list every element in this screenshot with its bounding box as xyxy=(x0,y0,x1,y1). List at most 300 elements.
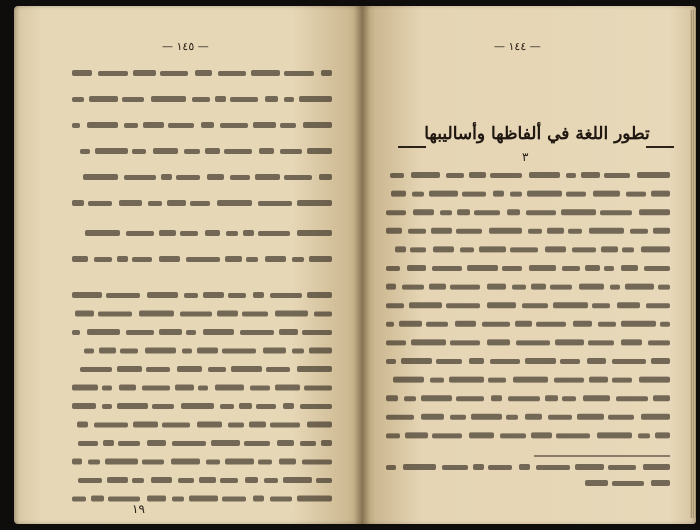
left-page-text-line xyxy=(94,257,112,262)
left-page-text-line xyxy=(297,230,332,236)
left-page-text-line xyxy=(230,175,250,180)
right-page-text-line xyxy=(639,209,670,215)
right-page-text-line xyxy=(450,415,466,420)
left-page-number: — ١٤٥ — xyxy=(162,40,209,53)
right-page-text-line xyxy=(426,322,448,327)
right-page-text-line xyxy=(573,321,592,327)
left-page-text-line xyxy=(172,497,184,502)
right-page-text-line xyxy=(407,265,426,271)
left-page-text-line xyxy=(72,330,80,335)
left-page-text-line xyxy=(292,349,304,354)
left-page-text-line xyxy=(239,403,252,409)
left-page-text-line xyxy=(307,422,332,428)
right-page-text-line xyxy=(450,285,480,290)
right-page-text-line xyxy=(612,359,646,364)
left-folio-number: ١٩ xyxy=(132,502,145,516)
left-page-text-line xyxy=(302,460,332,465)
left-page-text-line xyxy=(182,349,192,354)
left-page-text-line xyxy=(178,478,194,483)
left-page-text-line xyxy=(146,367,170,372)
right-page-text-line xyxy=(612,378,632,383)
left-page-text-line xyxy=(98,312,132,317)
right-page-text-line xyxy=(431,228,452,234)
left-page-text-line xyxy=(224,149,252,154)
right-page-text-line xyxy=(617,302,640,308)
right-page-text-line xyxy=(493,191,504,197)
left-page-text-line xyxy=(167,200,186,206)
left-page-text-line xyxy=(211,440,240,446)
left-page-text-line xyxy=(309,256,332,262)
footnote-text-line xyxy=(403,464,436,470)
right-page-text-line xyxy=(432,266,462,271)
right-page-text-line xyxy=(598,322,616,327)
right-page-text-line xyxy=(566,173,576,178)
right-page-text-line xyxy=(600,210,632,215)
body-text-lines xyxy=(14,6,696,524)
left-page-text-line xyxy=(207,174,224,180)
right-page-text-line xyxy=(436,359,462,364)
right-page-text-line xyxy=(421,395,452,401)
left-page-text-line xyxy=(77,422,88,428)
left-page-text-line xyxy=(80,367,112,372)
left-page-text-line xyxy=(222,497,246,502)
right-page-text-line xyxy=(482,322,510,327)
left-page-text-line xyxy=(84,349,94,354)
right-page-text-line xyxy=(597,432,632,438)
left-page-text-line xyxy=(159,230,176,236)
left-page-text-line xyxy=(280,123,296,128)
right-page-text-line xyxy=(536,322,566,327)
footnote-text-line xyxy=(608,465,636,470)
left-page-text-line xyxy=(280,149,302,154)
book-spread xyxy=(14,6,696,524)
left-page-text-line xyxy=(151,477,172,483)
right-page-text-line xyxy=(644,266,670,271)
footnote-text-line xyxy=(536,465,570,470)
left-page-text-line xyxy=(142,460,164,465)
right-page-text-line xyxy=(616,396,648,401)
right-page-text-line xyxy=(516,340,550,345)
left-page-text-line xyxy=(72,385,98,391)
right-page-text-line xyxy=(655,432,670,438)
left-page-text-line xyxy=(258,460,272,465)
right-page-text-line xyxy=(646,303,670,308)
right-page-text-line xyxy=(429,284,446,290)
right-page-text-line xyxy=(433,246,454,252)
right-page-text-line xyxy=(641,246,670,252)
right-page-text-line xyxy=(390,173,404,178)
left-page-text-line xyxy=(72,97,84,102)
right-page-text-line xyxy=(513,377,548,383)
right-page-text-line xyxy=(479,246,506,252)
right-page-text-line xyxy=(651,358,670,364)
left-page-text-line xyxy=(314,312,332,317)
right-page-text-line xyxy=(456,396,484,401)
left-page-text-line xyxy=(117,256,128,262)
right-page-text-line xyxy=(402,285,424,290)
left-page-text-line xyxy=(148,201,162,206)
left-page-text-line xyxy=(151,96,186,102)
left-page-text-line xyxy=(186,257,220,262)
right-page-text-line xyxy=(421,414,444,420)
right-page-text-line xyxy=(512,285,526,290)
right-page-text-line xyxy=(460,247,474,252)
left-page-text-line xyxy=(124,175,156,180)
left-page-text-line xyxy=(177,366,202,372)
left-page-text-line xyxy=(94,423,128,428)
left-page-text-line xyxy=(197,422,222,428)
footnote-text-line xyxy=(651,480,670,486)
right-page-text-line xyxy=(653,395,670,401)
right-page-text-line xyxy=(545,395,558,401)
left-page-text-line xyxy=(258,201,292,206)
left-page-text-line xyxy=(195,70,212,76)
right-page-text-line xyxy=(589,228,624,234)
right-page-text-line xyxy=(526,210,556,215)
left-page-text-line xyxy=(299,96,332,102)
left-page-text-line xyxy=(297,200,332,206)
right-page-text-line xyxy=(502,266,522,271)
right-page-text-line xyxy=(404,396,416,401)
left-page-text-line xyxy=(283,477,312,483)
right-page-text-line xyxy=(601,246,618,252)
left-page-text-line xyxy=(119,385,136,391)
right-page-text-line xyxy=(386,433,400,438)
left-page-text-line xyxy=(279,459,296,465)
left-page-text-line xyxy=(205,230,220,236)
right-page-text-line xyxy=(455,321,476,327)
left-page-text-line xyxy=(266,367,290,372)
left-page-text-line xyxy=(87,329,120,335)
right-page-text-line xyxy=(585,265,600,271)
right-page-text-line xyxy=(469,432,494,438)
left-page-text-line xyxy=(72,459,82,465)
footnote-text-line xyxy=(612,481,644,486)
section-number: ٣ xyxy=(522,150,529,164)
right-page-text-line xyxy=(641,414,670,420)
left-page-text-line xyxy=(242,312,268,317)
right-page-text-line xyxy=(528,229,542,234)
left-page-text-line xyxy=(147,292,178,298)
left-page-text-line xyxy=(88,201,112,206)
left-page-text-line xyxy=(316,478,332,483)
left-page-text-line xyxy=(161,174,172,180)
left-page-text-line xyxy=(75,311,94,317)
left-page-text-line xyxy=(180,231,198,236)
right-page-text-line xyxy=(587,358,606,364)
left-page-text-line xyxy=(72,256,88,262)
left-page-text-line xyxy=(126,330,154,335)
left-page-text-line xyxy=(80,149,90,154)
right-page-text-line xyxy=(386,395,398,401)
left-page-text-line xyxy=(184,149,200,154)
left-page-text-line xyxy=(133,422,158,428)
right-page-text-line xyxy=(583,395,610,401)
left-page-text-line xyxy=(72,200,84,206)
left-page-text-line xyxy=(245,477,258,483)
footnote-text-line xyxy=(442,465,468,470)
left-page-text-line xyxy=(72,123,80,128)
left-page-text-line xyxy=(147,440,166,446)
right-page-text-line xyxy=(560,359,580,364)
left-page-text-line xyxy=(321,440,332,446)
left-page-text-line xyxy=(72,497,86,502)
left-page-text-line xyxy=(83,174,118,180)
right-page-text-line xyxy=(555,339,584,345)
left-page-text-line xyxy=(259,148,274,154)
right-page-text-line xyxy=(432,433,462,438)
right-page-text-line xyxy=(450,340,480,345)
left-page-text-line xyxy=(89,96,118,102)
left-page-text-line xyxy=(220,404,234,409)
right-page-text-line xyxy=(639,377,670,383)
left-page-text-line xyxy=(203,292,224,298)
right-page-text-line xyxy=(604,266,614,271)
right-page-text-line xyxy=(621,339,642,345)
left-page-text-line xyxy=(139,311,174,317)
left-page-text-line xyxy=(321,70,332,76)
right-page-text-line xyxy=(554,378,584,383)
right-page-text-line xyxy=(566,192,586,197)
left-page-text-line xyxy=(220,478,238,483)
left-page-text-line xyxy=(258,231,290,236)
right-page-text-line xyxy=(630,229,648,234)
right-page-text-line xyxy=(621,265,638,271)
left-page-text-line xyxy=(99,348,116,354)
right-page-text-line xyxy=(386,340,406,345)
left-page-text-line xyxy=(198,386,208,391)
left-page-text-line xyxy=(309,348,332,354)
left-page-text-line xyxy=(283,403,294,409)
left-page-text-line xyxy=(176,175,200,180)
left-page-text-line xyxy=(275,311,308,317)
right-page-text-line xyxy=(474,210,500,215)
right-page-text-line xyxy=(550,285,572,290)
left-page-text-line xyxy=(243,230,254,236)
right-page-text-line xyxy=(410,247,426,252)
right-page-text-line xyxy=(487,302,516,308)
footnote-text-line xyxy=(473,464,484,470)
right-page-text-line xyxy=(386,210,406,215)
left-page-text-line xyxy=(284,97,294,102)
footnote-text-line xyxy=(488,465,512,470)
right-page-text-line xyxy=(488,378,506,383)
right-page-text-line xyxy=(610,285,620,290)
right-page-text-line xyxy=(660,322,670,327)
footnote-text-line xyxy=(585,480,608,486)
left-page-text-line xyxy=(246,257,258,262)
left-page-text-line xyxy=(205,148,220,154)
right-page-text-line xyxy=(408,229,426,234)
right-page-text-line xyxy=(525,414,542,420)
left-page-text-line xyxy=(142,386,170,391)
right-page-text-line xyxy=(638,433,650,438)
left-page-text-line xyxy=(159,256,180,262)
left-page-text-line xyxy=(118,441,140,446)
right-page-text-line xyxy=(411,172,440,178)
left-page-text-line xyxy=(244,441,270,446)
right-page-text-line xyxy=(469,172,486,178)
left-page-text-line xyxy=(132,257,152,262)
left-page-text-line xyxy=(78,441,98,446)
left-page-text-line xyxy=(265,96,278,102)
footnote-text-line xyxy=(643,464,670,470)
right-page-text-line xyxy=(548,415,572,420)
left-page-text-line xyxy=(297,366,332,372)
left-page-text-line xyxy=(225,256,242,262)
left-page-text-line xyxy=(284,71,314,76)
right-page-text-line xyxy=(386,284,396,290)
left-page-text-line xyxy=(250,386,270,391)
right-page-text-line xyxy=(529,172,560,178)
left-page-text-line xyxy=(120,349,138,354)
right-page-text-line xyxy=(553,302,588,308)
left-page-text-line xyxy=(168,123,194,128)
footnote-text-line xyxy=(575,464,604,470)
right-page-text-line xyxy=(467,265,498,271)
right-page-text-line xyxy=(500,433,526,438)
left-page-text-line xyxy=(159,329,182,335)
left-page-text-line xyxy=(255,174,280,180)
left-page-text-line xyxy=(215,96,226,102)
left-page-text-line xyxy=(253,496,264,502)
right-page-text-line xyxy=(386,322,394,327)
right-page-text-line xyxy=(658,285,670,290)
left-page-text-line xyxy=(126,231,154,236)
left-page-text-line xyxy=(190,201,210,206)
right-page-text-line xyxy=(386,228,402,234)
right-page-text-line xyxy=(399,321,422,327)
left-page-text-line xyxy=(228,423,244,428)
left-page-text-line xyxy=(218,71,246,76)
left-page-text-line xyxy=(91,496,104,502)
right-page-text-line xyxy=(491,395,502,401)
left-page-text-line xyxy=(297,496,332,502)
left-page-text-line xyxy=(304,386,332,391)
left-page-text-line xyxy=(117,366,142,372)
left-page-text-line xyxy=(222,349,256,354)
right-page-text-line xyxy=(604,173,630,178)
left-page-text-line xyxy=(264,478,278,483)
right-page-text-line xyxy=(508,396,540,401)
right-page-text-line xyxy=(405,432,428,438)
left-page-text-line xyxy=(199,477,216,483)
left-page-text-line xyxy=(270,293,302,298)
left-page-text-line xyxy=(270,497,292,502)
left-page-text-line xyxy=(228,293,246,298)
left-page-text-line xyxy=(300,404,332,409)
right-page-text-line xyxy=(562,396,576,401)
left-page-text-line xyxy=(186,330,196,335)
right-page-text-line xyxy=(471,414,502,420)
left-page-text-line xyxy=(175,385,194,391)
left-page-text-line xyxy=(201,122,214,128)
right-page-text-line xyxy=(411,339,446,345)
right-page-text-line xyxy=(593,191,620,197)
footnote-text-line xyxy=(386,465,396,470)
right-page-text-line xyxy=(395,246,406,252)
right-page-text-line xyxy=(413,209,434,215)
left-page-text-line xyxy=(292,257,304,262)
left-page-text-line xyxy=(102,404,112,409)
left-page-text-line xyxy=(87,122,118,128)
left-page-text-line xyxy=(162,423,190,428)
left-page-text-line xyxy=(143,122,164,128)
right-page-text-line xyxy=(625,284,654,290)
right-page-text-line xyxy=(510,192,522,197)
left-page-text-line xyxy=(300,441,316,446)
right-page-text-line xyxy=(457,209,470,215)
left-page-text-line xyxy=(124,123,138,128)
left-page-text-line xyxy=(181,403,214,409)
left-page-text-line xyxy=(160,71,188,76)
left-page-text-line xyxy=(226,231,238,236)
left-page-text-line xyxy=(270,423,300,428)
left-page-text-line xyxy=(102,386,112,391)
left-page-text-line xyxy=(253,122,276,128)
left-page-text-line xyxy=(152,404,174,409)
left-page-text-line xyxy=(251,70,280,76)
right-page-text-line xyxy=(608,415,634,420)
right-page-text-line xyxy=(653,228,670,234)
right-page-text-line xyxy=(449,377,484,383)
left-page-text-line xyxy=(253,292,264,298)
right-page-text-line xyxy=(510,247,538,252)
left-page-text-line xyxy=(171,459,200,465)
left-page-text-line xyxy=(117,403,148,409)
left-page-text-line xyxy=(231,366,262,372)
left-page-text-line xyxy=(78,478,102,483)
right-page-text-line xyxy=(462,192,486,197)
right-page-text-line xyxy=(572,247,596,252)
right-page-text-line xyxy=(581,172,600,178)
left-page-text-line xyxy=(263,348,286,354)
right-page-text-line xyxy=(589,377,608,383)
left-page-text-line xyxy=(319,174,332,180)
left-page-text-line xyxy=(256,404,276,409)
left-page-text-line xyxy=(279,329,298,335)
right-page-text-line xyxy=(529,265,556,271)
right-page-text-line xyxy=(622,247,634,252)
right-page-text-line xyxy=(401,358,432,364)
right-page-text-line xyxy=(592,303,610,308)
left-page-text-line xyxy=(145,348,176,354)
left-page-text-line xyxy=(119,200,142,206)
right-page-text-line xyxy=(412,192,424,197)
right-page-text-line xyxy=(391,191,406,197)
left-page-text-line xyxy=(172,441,206,446)
right-page-text-line xyxy=(527,191,562,197)
left-page-text-line xyxy=(88,460,100,465)
left-page-text-line xyxy=(85,230,120,236)
left-page-text-line xyxy=(206,460,220,465)
left-page-text-line xyxy=(208,367,226,372)
left-page-text-line xyxy=(189,496,218,502)
right-page-text-line xyxy=(545,246,566,252)
right-page-text-line xyxy=(568,229,582,234)
right-page-text-line xyxy=(556,433,590,438)
title-rule-left xyxy=(398,146,426,148)
left-page-text-line xyxy=(240,330,274,335)
right-page-text-line xyxy=(626,192,646,197)
right-page-text-line xyxy=(429,191,458,197)
left-page-text-line xyxy=(265,256,286,262)
right-page-number: — ١٤٤ — xyxy=(494,40,541,53)
right-page-text-line xyxy=(522,303,548,308)
right-page-text-line xyxy=(456,229,482,234)
right-page-text-line xyxy=(469,358,484,364)
right-page-text-line xyxy=(515,321,532,327)
